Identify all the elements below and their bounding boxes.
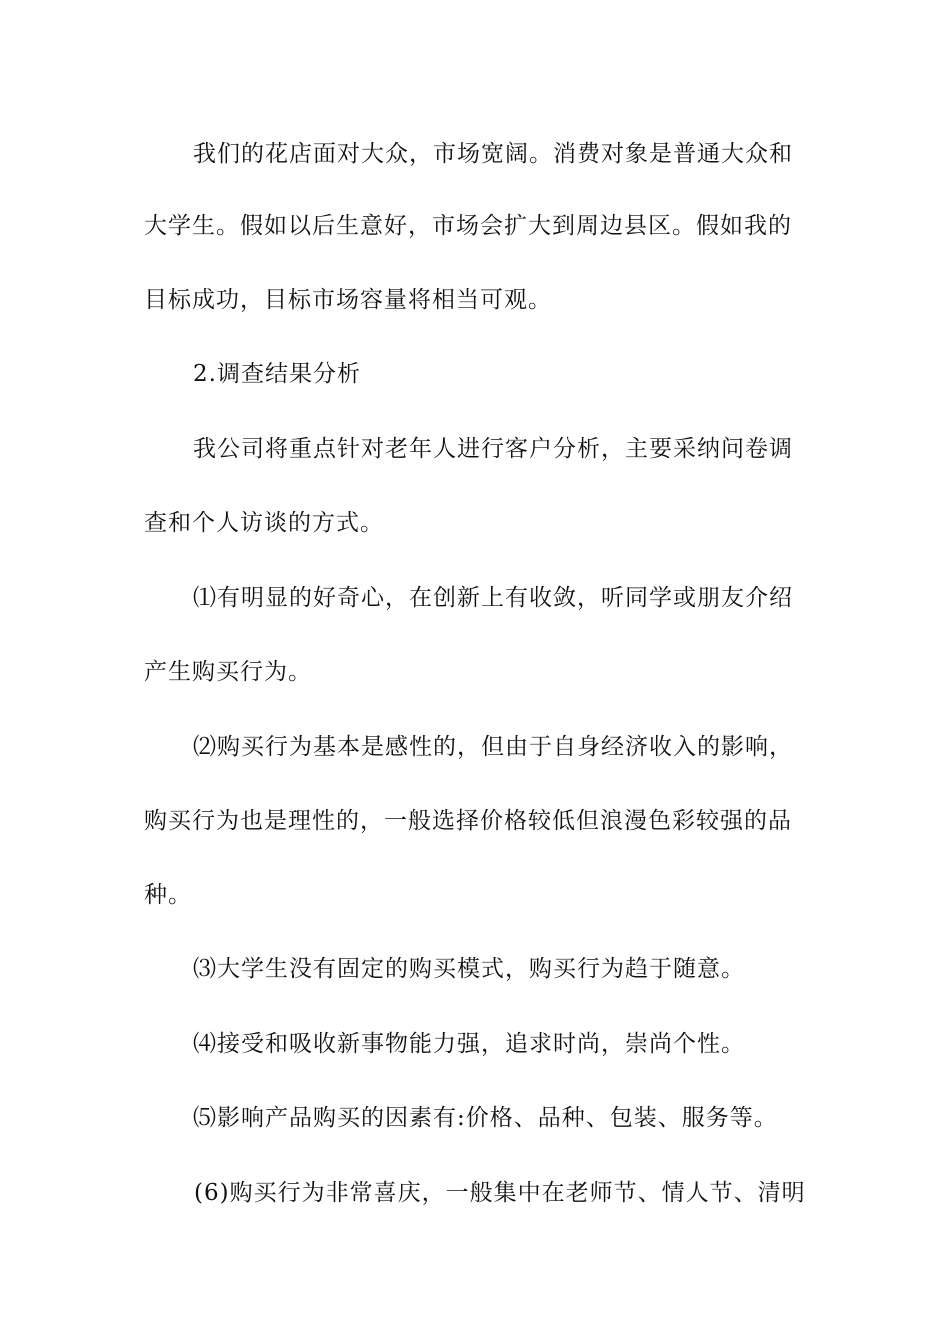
- list-item-line: (6)购买行为非常喜庆，一般集中在老师节、情人节、清明: [194, 1180, 806, 1206]
- paragraph-line: 我们的花店面对大众，市场宽阔。消费对象是普通大众和: [193, 141, 793, 167]
- list-item-line: 种。: [144, 882, 192, 908]
- paragraph-line: 大学生。假如以后生意好，市场会扩大到周边县区。假如我的: [144, 213, 792, 239]
- paragraph-line: 我公司将重点针对老年人进行客户分析，主要采纳问卷调: [193, 436, 793, 462]
- list-item-line: ⑴有明显的好奇心，在创新上有收敛，听同学或朋友介绍: [193, 585, 793, 611]
- list-item-line: ⑸影响产品购买的因素有:价格、品种、包装、服务等。: [193, 1105, 778, 1131]
- list-item-line: ⑶大学生没有固定的购买模式，购买行为趋于随意。: [193, 956, 745, 982]
- list-item-line: ⑵购买行为基本是感性的，但由于自身经济收入的影响，: [193, 734, 793, 760]
- list-item-line: ⑷接受和吸收新事物能力强，追求时尚，崇尚个性。: [193, 1031, 745, 1057]
- paragraph-line: 目标成功，目标市场容量将相当可观。: [144, 287, 552, 313]
- paragraph-line: 查和个人访谈的方式。: [144, 510, 384, 536]
- list-item-line: 产生购买行为。: [144, 659, 312, 685]
- list-item-line: 购买行为也是理性的，一般选择价格较低但浪漫色彩较强的品: [144, 808, 792, 834]
- section-heading: 2.调查结果分析: [193, 361, 361, 387]
